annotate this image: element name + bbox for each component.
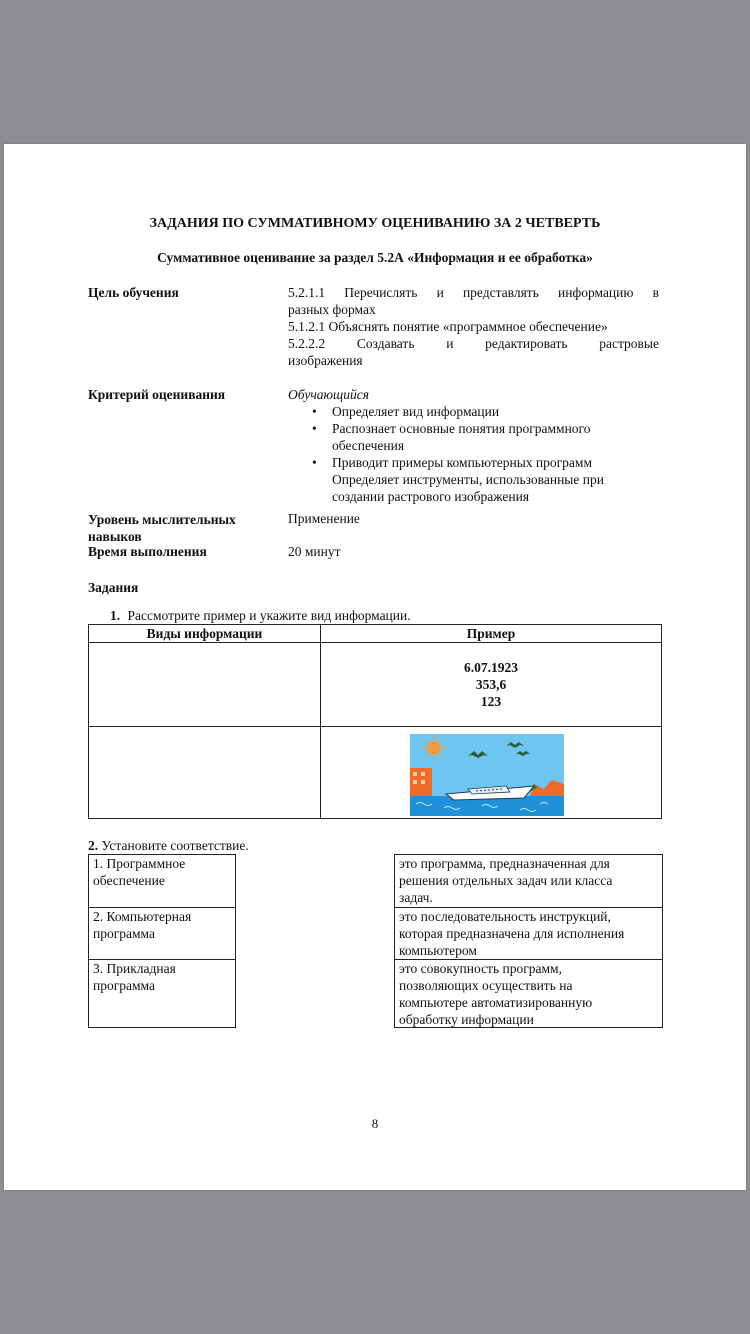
tasks-heading: Задания bbox=[88, 580, 139, 595]
task1-heading: 1. Рассмотрите пример и укажите вид информации. bbox=[110, 608, 411, 623]
definition-card[interactable]: это последовательность инструкций, которая предназначена для исполнения компьютером bbox=[395, 907, 662, 959]
time-label: Время выполнения bbox=[88, 544, 207, 559]
page-title: ЗАДАНИЯ ПО СУММАТИВНОМУ ОЦЕНИВАНИЮ ЗА 2 ЧЕТВЕРТЬ bbox=[149, 216, 601, 231]
page-subtitle: Суммативное оценивание за раздел 5.2А «Информация и ее обработка» bbox=[157, 250, 593, 265]
task2-heading: 2. Установите соответствие. bbox=[88, 838, 249, 853]
criteria-label: Критерий оценивания bbox=[88, 387, 226, 402]
level-label: Уровень мыслительных навыков bbox=[88, 512, 236, 544]
sun-icon bbox=[427, 741, 441, 755]
info-types-table bbox=[88, 624, 662, 819]
level-value: Применение bbox=[288, 511, 360, 526]
criteria-item: • Приводит примеры компьютерных программ Определяет инструменты, использованные при создании растрового изображения bbox=[312, 455, 604, 504]
goal-line: 5.1.2.1 Объяснять понятие «программное обеспечение» bbox=[288, 319, 608, 334]
definition-card[interactable]: это программа, предназначенная для решения отдельных задач или класса задач. bbox=[399, 856, 613, 905]
goal-label: Цель обучения bbox=[88, 285, 179, 300]
document-page bbox=[4, 144, 746, 1190]
goal-line: изображения bbox=[288, 353, 363, 368]
criteria-intro: Обучающийся bbox=[288, 387, 370, 402]
table-header-example: Пример bbox=[321, 625, 662, 643]
example-image-cell bbox=[321, 727, 662, 819]
page-number: 8 bbox=[371, 1116, 379, 1131]
term-card[interactable]: 2. Компьютерная программа bbox=[89, 907, 235, 959]
criteria-item: • Определяет вид информации bbox=[312, 404, 500, 419]
raster-picture bbox=[410, 734, 564, 816]
criteria-list bbox=[288, 403, 688, 505]
goal-line: 5.2.1.1 Перечислять и представлять информацию в bbox=[288, 285, 659, 300]
term-card[interactable]: 3. Прикладная программа bbox=[89, 959, 235, 1027]
answer-cell[interactable] bbox=[89, 727, 321, 819]
goal-line: разных формах bbox=[288, 302, 376, 317]
definitions-column bbox=[394, 854, 663, 1028]
bullet-icon: • bbox=[312, 455, 317, 470]
example-numbers: 6.07.1923 353,6 123 bbox=[321, 643, 662, 727]
terms-column bbox=[88, 854, 236, 1028]
table-header-types: Виды информации bbox=[89, 625, 321, 643]
goal-text bbox=[288, 284, 659, 369]
criteria-block bbox=[288, 386, 688, 505]
goal-line: 5.2.2.2 Создавать и редактировать растровые bbox=[288, 336, 659, 351]
bullet-icon: • bbox=[312, 404, 317, 419]
term-card[interactable]: 1. Программное обеспечение bbox=[93, 856, 186, 888]
definition-card[interactable]: это совокупность программ, позволяющих осуществить на компьютере автоматизированную обработку информации bbox=[395, 959, 662, 1027]
time-value: 20 минут bbox=[288, 544, 341, 559]
criteria-item: • Распознает основные понятия программного обеспечения bbox=[312, 421, 591, 453]
bullet-icon: • bbox=[312, 421, 317, 436]
answer-cell[interactable] bbox=[89, 643, 321, 727]
